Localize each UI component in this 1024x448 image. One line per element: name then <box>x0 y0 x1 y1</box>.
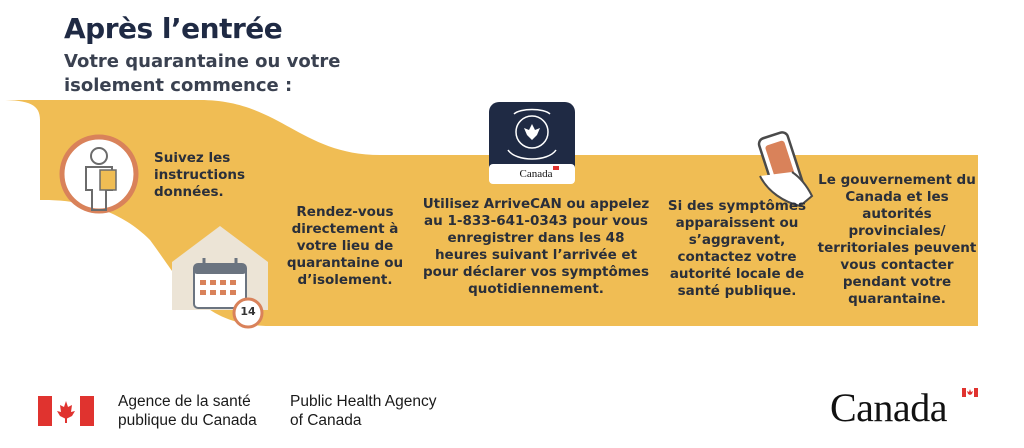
canada-flag-icon <box>38 396 94 426</box>
calendar-day-badge: 14 <box>240 305 256 318</box>
step-4-text: Si des symptômes apparaissent ou s’aggravent, contactez votre autorité locale de santé publique. <box>667 198 807 299</box>
step-3-text: Utilisez ArriveCAN ou appelez au 1-833-641-0343 pour vous enregistrer dans les 48 heures suivant l’arrivée et pour déclarer vos symptômes quotidiennement. <box>422 196 650 297</box>
wordmark-flag-icon <box>962 388 978 397</box>
canada-wordmark: Canada <box>830 385 947 430</box>
step-2-text: Rendez-vous directement à votre lieu de quarantaine ou d’isolement. <box>286 204 404 288</box>
agency-name-fr: Agence de la santé publique du Canada <box>118 393 257 429</box>
page-title: Après l’entrée <box>64 12 283 45</box>
app-badge-wordmark: Canada <box>519 168 553 180</box>
person-clipboard-icon <box>62 137 136 211</box>
step-5-text: Le gouvernement du Canada et les autorités provinciales/ territoriales peuvent vous contacter pendant votre quarantaine. <box>817 172 977 307</box>
step-1-text: Suivez les instructions données. <box>154 150 245 200</box>
page-subtitle: Votre quarantaine ou votre isolement commence : <box>64 51 341 96</box>
agency-name-en: Public Health Agency of Canada <box>290 393 437 429</box>
